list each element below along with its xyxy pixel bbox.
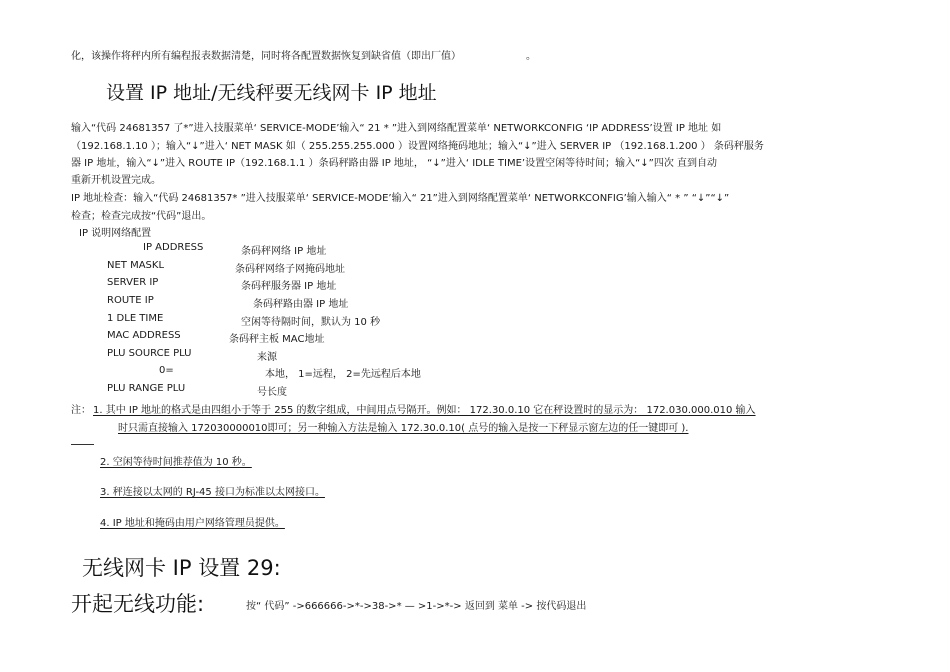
- table-row-desc: 号长度: [257, 387, 287, 398]
- note-1-line2: 时只需直接输入 172030000010即可；另一种输入方法是输入 172.30.0.10( 点号的输入是按一下秤显示窗左边的任一键即可 ).: [118, 423, 689, 434]
- note-3: 3. 秤连接以太网的 RJ-45 接口为标准以太网接口。: [100, 487, 325, 498]
- para1-line4: 重新开机设置完成。: [71, 175, 161, 186]
- note-4: 4. IP 地址和掩码由用户网络管理员提供。: [100, 518, 285, 529]
- section3-title: 开起无线功能:: [71, 592, 205, 616]
- table-row-desc: 本地， 1=远程， 2=先远程后本地: [265, 369, 421, 380]
- table-row-key: MAC ADDRESS: [107, 330, 181, 341]
- para1-line3: 器 IP 地址，输入“↓”进入 ROUTE IP（192.168.1.1 ）条码秤路由器 IP 地址， “↓”进入‘ IDLE TIME’设置空闲等待时间；输入“↓”四次 直到自动: [71, 158, 718, 169]
- note-1-line1: 1. 其中 IP 地址的格式是由四组小于等于 255 的数字组成，中间用点号隔开。例如： 172.30.0.10 它在秤设置时的显示为： 172.030.000.010 输入: [93, 405, 756, 416]
- table-row-desc: 来源: [257, 352, 277, 363]
- table-row-key: ROUTE IP: [107, 295, 154, 306]
- table-row-key: PLU SOURCE PLU: [107, 348, 192, 359]
- table-row-desc: 条码秤路由器 IP 地址: [253, 299, 349, 310]
- section1-title: 设置 IP 地址/无线秤要无线网卡 IP 地址: [106, 82, 437, 104]
- table-row-key: PLU RANGE PLU: [107, 383, 186, 394]
- note-2: 2. 空闲等待时间推荐值为 10 秒。: [100, 457, 252, 468]
- para2-line1: IP 地址检查：输入“代码 24681357* ”进入技服菜单‘ SERVICE-MODE’输入“ 21”进入到网络配置菜单‘ NETWORKCONFIG’输入输入“ * ” “↓”“↓”: [71, 193, 730, 204]
- table-row-key: 1 DLE TIME: [107, 313, 164, 324]
- table-row-desc: 条码秤网络子网掩码地址: [235, 264, 345, 275]
- table-intro: IP 说明网络配置: [79, 228, 152, 239]
- table-row-key: SERVER IP: [107, 277, 159, 288]
- table-row-desc: 空闲等待隔时间，默认为 10 秒: [241, 317, 381, 328]
- table-row-key: IP ADDRESS: [143, 242, 204, 253]
- section2-title: 无线网卡 IP 设置 29:: [82, 556, 281, 580]
- table-row-key: NET MASKL: [107, 260, 165, 271]
- section3-desc: 按“ 代码” ->666666->*->38->* — >1->*-> 返回到 菜单 -> 按代码退出: [246, 601, 587, 612]
- table-row-desc: 条码秤网络 IP 地址: [241, 246, 327, 257]
- table-row-desc: 条码秤服务器 IP 地址: [241, 281, 337, 292]
- para1-line1: 输入“代码 24681357 了*”进入技服菜单‘ SERVICE-MODE’输入“ 21 * ”进入到网络配置菜单‘ NETWORKCONFIG ‘IP ADDRESS’设置 IP 地址 如: [71, 123, 722, 134]
- para2-line2: 检查；检查完成按“代码”退出。: [71, 211, 212, 222]
- notes-label: 注：: [71, 405, 91, 416]
- para1-line2: （192.168.1.10 ）；输入“↓”进入‘ NET MASK 如（ 255.255.255.000 ）设置网络掩码地址；输入“↓”进入 SERVER IP （192.168.1.200 ） 条码秤服务: [71, 141, 764, 152]
- top-line: 化，该操作将秤内所有编程报表数据清楚，同时将各配置数据恢复到缺省值（即出厂值）: [71, 51, 461, 62]
- table-row-key: 0=: [159, 365, 174, 376]
- top-line-end: 。: [526, 51, 536, 62]
- note-divider: [71, 444, 94, 445]
- table-row-desc: 条码秤主板 MAC地址: [229, 334, 325, 345]
